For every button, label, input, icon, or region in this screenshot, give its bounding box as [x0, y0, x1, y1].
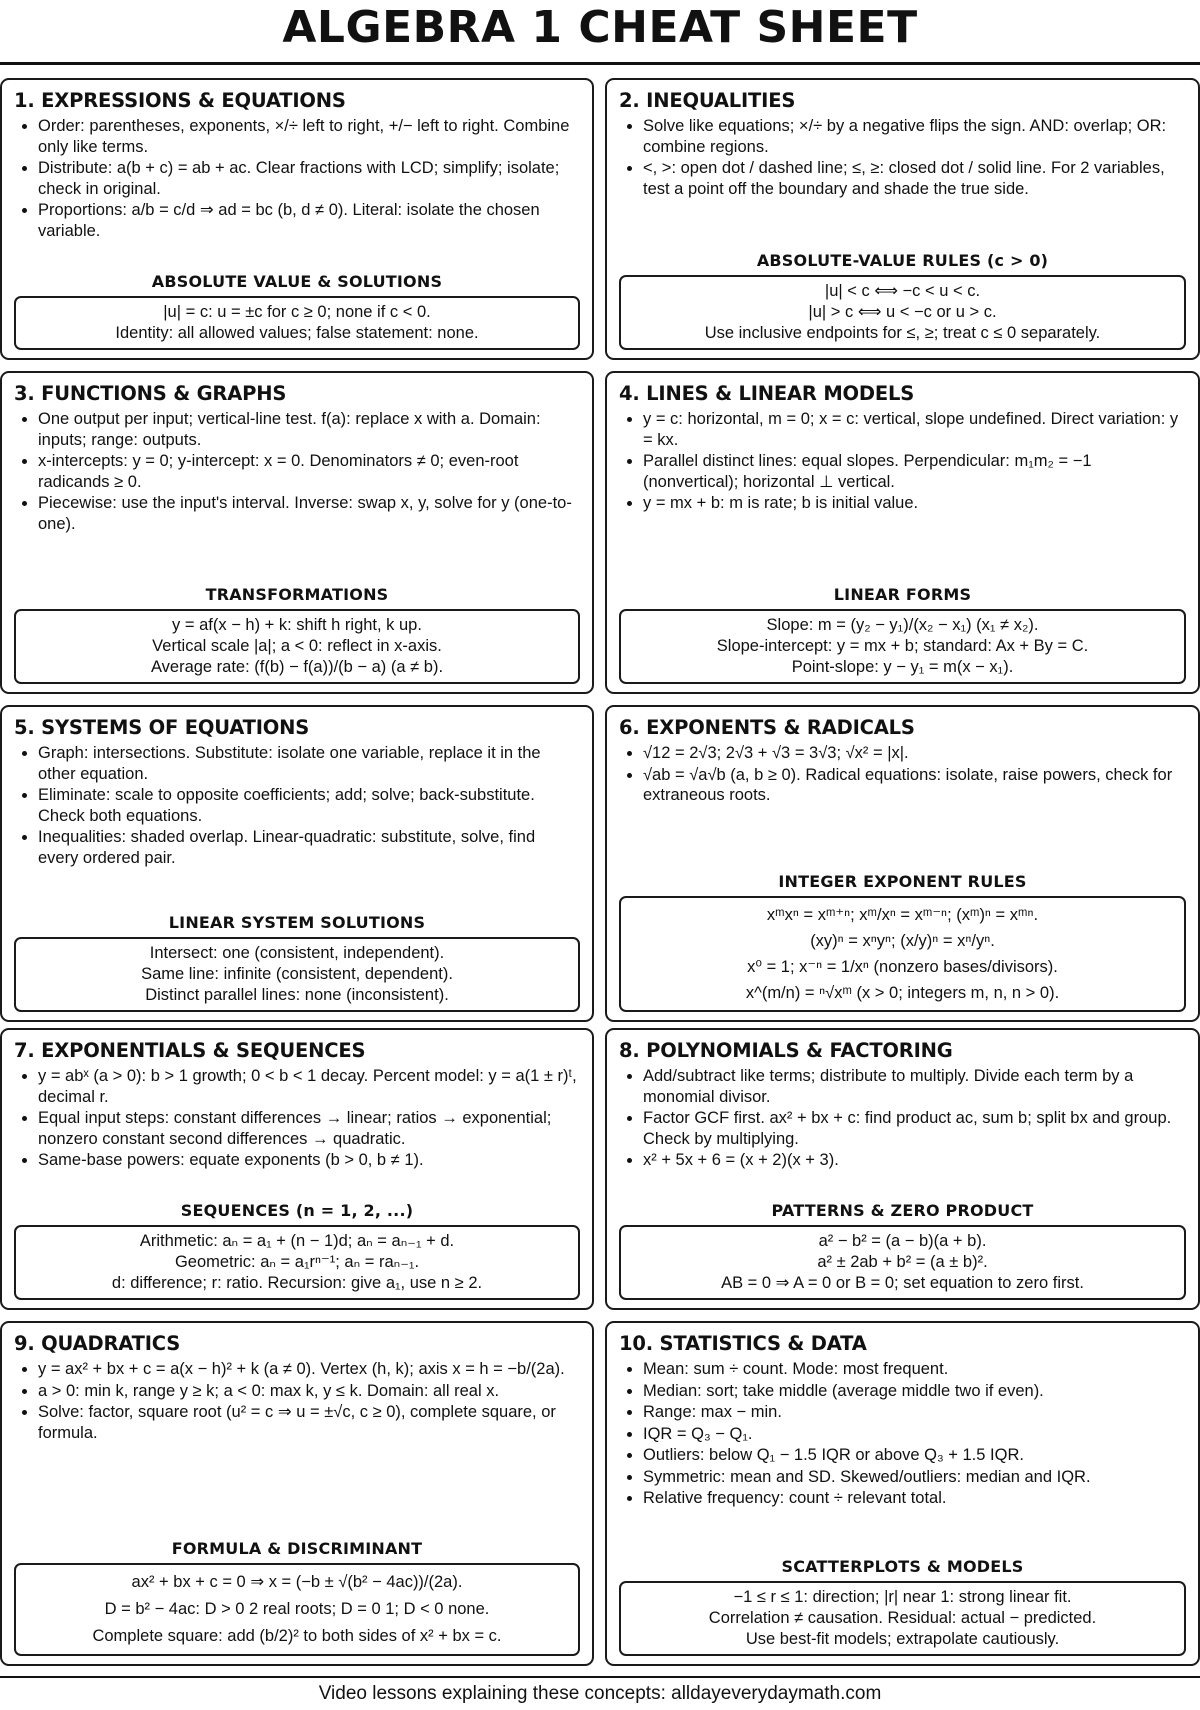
bullet-list — [14, 409, 580, 535]
section-heading: 8. POLYNOMIALS & FACTORING — [619, 1039, 953, 1062]
bullet-item: • Same-base powers: equate exponents (b > 0, b ≠ 1). — [38, 1150, 580, 1171]
section-subheading: LINEAR SYSTEM SOLUTIONS — [168, 913, 426, 932]
bullet-item: • x² + 5x + 6 = (x + 2)(x + 3). — [643, 1150, 1186, 1171]
formula-box — [14, 296, 580, 350]
section-heading: 3. FUNCTIONS & GRAPHS — [14, 382, 287, 405]
bullet-item: • Factor GCF first. ax² + bx + c: find product ac, sum b; split bx and group. Check by multiplying. — [643, 1108, 1186, 1149]
section-heading: 5. SYSTEMS OF EQUATIONS — [14, 716, 310, 739]
formula-line: y = af(x − h) + k: shift h right, k up. — [172, 616, 422, 634]
section-heading: 2. INEQUALITIES — [619, 89, 796, 112]
section-quadratics — [0, 1321, 594, 1666]
formula-line: D = b² − 4ac: D > 0 2 real roots; D = 0 1; D < 0 none. — [104, 1600, 490, 1618]
bullet-item: • <, >: open dot / dashed line; ≤, ≥: closed dot / solid line. For 2 variables, test a point off the boundary and shade the true side. — [643, 158, 1186, 199]
bullet-list — [619, 116, 1186, 200]
bullet-list — [619, 409, 1186, 515]
bullet-item: • Symmetric: mean and SD. Skewed/outliers: median and IQR. — [643, 1467, 1186, 1488]
formula-line: Correlation ≠ causation. Residual: actual − predicted. — [708, 1609, 1097, 1627]
formula-line: a² ± 2ab + b² = (a ± b)². — [817, 1253, 988, 1271]
section-functions-graphs — [0, 371, 594, 694]
section-subheading: SEQUENCES (n = 1, 2, ...) — [180, 1201, 414, 1220]
bullet-item: • a > 0: min k, range y ≥ k; a < 0: max k, y ≤ k. Domain: all real x. — [38, 1381, 580, 1402]
bullet-item: • IQR = Q₃ − Q₁. — [643, 1424, 1186, 1445]
formula-line: Same line: infinite (consistent, dependent). — [141, 965, 453, 983]
formula-line: Complete square: add (b/2)² to both sides of x² + bx = c. — [92, 1627, 502, 1645]
formula-line: Geometric: aₙ = a₁rⁿ⁻¹; aₙ = raₙ₋₁. — [174, 1253, 420, 1271]
footer-text: Video lessons explaining these concepts: alldayeverydaymath.com — [318, 1683, 882, 1704]
section-subheading: TRANSFORMATIONS — [205, 585, 389, 604]
section-expressions-equations — [0, 78, 594, 360]
section-subheading: ABSOLUTE-VALUE RULES (c > 0) — [756, 251, 1049, 270]
formula-line: (xy)ⁿ = xⁿyⁿ; (x/y)ⁿ = xⁿ/yⁿ. — [810, 932, 995, 950]
formula-line: AB = 0 ⇒ A = 0 or B = 0; set equation to zero first. — [721, 1274, 1084, 1292]
formula-line: Identity: all allowed values; false statement: none. — [115, 324, 479, 342]
bullet-list — [14, 743, 580, 869]
formula-box — [14, 937, 580, 1012]
formula-line: Use inclusive endpoints for ≤, ≥; treat c ≤ 0 separately. — [704, 324, 1101, 342]
formula-line: x^(m/n) = ⁿ√xᵐ (x > 0; integers m, n, n > 0). — [745, 984, 1060, 1002]
section-heading: 9. QUADRATICS — [14, 1332, 181, 1355]
bullet-item: • Parallel distinct lines: equal slopes. Perpendicular: m₁m₂ = −1 (nonvertical); horizontal ⊥ vertical. — [643, 451, 1186, 492]
section-statistics-data — [605, 1321, 1200, 1666]
bullet-item: • y = c: horizontal, m = 0; x = c: vertical, slope undefined. Direct variation: y = kx. — [643, 409, 1186, 450]
bullet-item: • One output per input; vertical-line test. f(a): replace x with a. Domain: inputs; range: outputs. — [38, 409, 580, 450]
formula-box — [14, 609, 580, 684]
formula-box — [619, 1581, 1186, 1656]
bullet-list — [14, 1359, 580, 1444]
formula-line: Distinct parallel lines: none (inconsistent). — [145, 986, 449, 1004]
formula-box — [619, 1225, 1186, 1300]
section-heading: 10. STATISTICS & DATA — [619, 1332, 867, 1355]
bullet-list — [619, 1359, 1186, 1510]
bullet-item: • y = ax² + bx + c = a(x − h)² + k (a ≠ 0). Vertex (h, k); axis x = h = −b/(2a). — [38, 1359, 580, 1380]
formula-line: Use best-fit models; extrapolate cautiously. — [745, 1630, 1060, 1648]
bullet-item: • Order: parentheses, exponents, ×/÷ left to right, +/− left to right. Combine only like terms. — [38, 116, 580, 157]
section-exponentials-sequences — [0, 1028, 594, 1310]
formula-box — [14, 1225, 580, 1300]
formula-line: d: difference; r: ratio. Recursion: give a₁, use n ≥ 2. — [111, 1274, 483, 1292]
section-heading: 7. EXPONENTIALS & SEQUENCES — [14, 1039, 366, 1062]
bullet-item: • √ab = √a√b (a, b ≥ 0). Radical equations: isolate, raise powers, check for extraneous roots. — [643, 765, 1186, 806]
section-subheading: PATTERNS & ZERO PRODUCT — [771, 1201, 1034, 1220]
section-heading: 4. LINES & LINEAR MODELS — [619, 382, 915, 405]
formula-line: Vertical scale |a|; a < 0: reflect in x-axis. — [152, 637, 442, 655]
bullet-item: • Proportions: a/b = c/d ⇒ ad = bc (b, d ≠ 0). Literal: isolate the chosen variable. — [38, 200, 580, 241]
bullet-item: • Solve like equations; ×/÷ by a negative flips the sign. AND: overlap; OR: combine regions. — [643, 116, 1186, 157]
formula-line: x⁰ = 1; x⁻ⁿ = 1/xⁿ (nonzero bases/divisors). — [747, 958, 1058, 976]
formula-line: a² − b² = (a − b)(a + b). — [818, 1232, 987, 1250]
formula-line: |u| < c ⟺ −c < u < c. — [824, 282, 981, 300]
formula-box — [619, 275, 1186, 350]
footer-divider — [0, 1676, 1200, 1678]
bullet-item: • Relative frequency: count ÷ relevant total. — [643, 1488, 1186, 1509]
formula-line: |u| > c ⟺ u < −c or u > c. — [808, 303, 997, 321]
bullet-list — [619, 1066, 1186, 1172]
bullet-item: • Add/subtract like terms; distribute to multiply. Divide each term by a monomial divisor. — [643, 1066, 1186, 1107]
section-subheading: LINEAR FORMS — [833, 585, 972, 604]
section-heading: 6. EXPONENTS & RADICALS — [619, 716, 915, 739]
section-exponents-radicals — [605, 705, 1200, 1022]
formula-line: Arithmetic: aₙ = a₁ + (n − 1)d; aₙ = aₙ₋₁ + d. — [139, 1232, 455, 1250]
bullet-item: • Outliers: below Q₁ − 1.5 IQR or above Q₃ + 1.5 IQR. — [643, 1445, 1186, 1466]
bullet-item: • Eliminate: scale to opposite coefficients; add; solve; back-substitute. Check both equations. — [38, 785, 580, 826]
section-subheading: FORMULA & DISCRIMINANT — [171, 1539, 423, 1558]
formula-line: ax² + bx + c = 0 ⇒ x = (−b ± √(b² − 4ac))/(2a). — [131, 1573, 463, 1591]
formula-box — [619, 896, 1186, 1012]
bullet-item: • Mean: sum ÷ count. Mode: most frequent. — [643, 1359, 1186, 1380]
bullet-item: • Inequalities: shaded overlap. Linear-quadratic: substitute, solve, find every ordered pair. — [38, 827, 580, 868]
bullet-item: • Piecewise: use the input's interval. Inverse: swap x, y, solve for y (one-to-one). — [38, 493, 580, 534]
formula-box — [619, 609, 1186, 684]
formula-line: xᵐxⁿ = xᵐ⁺ⁿ; xᵐ/xⁿ = xᵐ⁻ⁿ; (xᵐ)ⁿ = xᵐⁿ. — [766, 906, 1039, 924]
bullet-item: • √12 = 2√3; 2√3 + √3 = 3√3; √x² = |x|. — [643, 743, 1186, 764]
bullet-item: • y = abˣ (a > 0): b > 1 growth; 0 < b < 1 decay. Percent model: y = a(1 ± r)ᵗ, decimal r. — [38, 1066, 580, 1107]
bullet-item: • Equal input steps: constant differences → linear; ratios → exponential; nonzero constant second differences → quadratic. — [38, 1108, 580, 1149]
bullet-item: • Graph: intersections. Substitute: isolate one variable, replace it in the other equation. — [38, 743, 580, 784]
bullet-item: • Median: sort; take middle (average middle two if even). — [643, 1381, 1186, 1402]
bullet-item: • y = mx + b: m is rate; b is initial value. — [643, 493, 1186, 514]
section-polynomials-factoring — [605, 1028, 1200, 1310]
formula-line: Slope: m = (y₂ − y₁)/(x₂ − x₁) (x₁ ≠ x₂). — [766, 616, 1039, 634]
formula-line: Slope-intercept: y = mx + b; standard: Ax + By = C. — [716, 637, 1089, 655]
section-subheading: ABSOLUTE VALUE & SOLUTIONS — [151, 272, 443, 291]
section-lines-linear-models — [605, 371, 1200, 694]
formula-line: Point-slope: y − y₁ = m(x − x₁). — [791, 658, 1014, 676]
bullet-list — [14, 116, 580, 242]
bullet-list — [14, 1066, 580, 1172]
section-subheading: INTEGER EXPONENT RULES — [778, 872, 1027, 891]
formula-box — [14, 1563, 580, 1656]
bullet-item: • Distribute: a(b + c) = ab + ac. Clear fractions with LCD; simplify; isolate; check in original. — [38, 158, 580, 199]
section-inequalities — [605, 78, 1200, 360]
bullet-item: • x-intercepts: y = 0; y-intercept: x = 0. Denominators ≠ 0; even-root radicands ≥ 0. — [38, 451, 580, 492]
formula-line: −1 ≤ r ≤ 1: direction; |r| near 1: strong linear fit. — [733, 1588, 1072, 1606]
section-systems-of-equations — [0, 705, 594, 1022]
formula-line: Average rate: (f(b) − f(a))/(b − a) (a ≠ b). — [150, 658, 444, 676]
section-heading: 1. EXPRESSIONS & EQUATIONS — [14, 89, 346, 112]
title-divider — [0, 62, 1200, 65]
bullet-list — [619, 743, 1186, 807]
page-title: ALGEBRA 1 CHEAT SHEET — [282, 2, 918, 53]
section-subheading: SCATTERPLOTS & MODELS — [781, 1557, 1024, 1576]
formula-line: Intersect: one (consistent, independent). — [149, 944, 445, 962]
bullet-item: • Range: max − min. — [643, 1402, 1186, 1423]
formula-line: |u| = c: u = ±c for c ≥ 0; none if c < 0. — [163, 303, 431, 321]
bullet-item: • Solve: factor, square root (u² = c ⇒ u = ±√c, c ≥ 0), complete square, or formula. — [38, 1402, 580, 1443]
